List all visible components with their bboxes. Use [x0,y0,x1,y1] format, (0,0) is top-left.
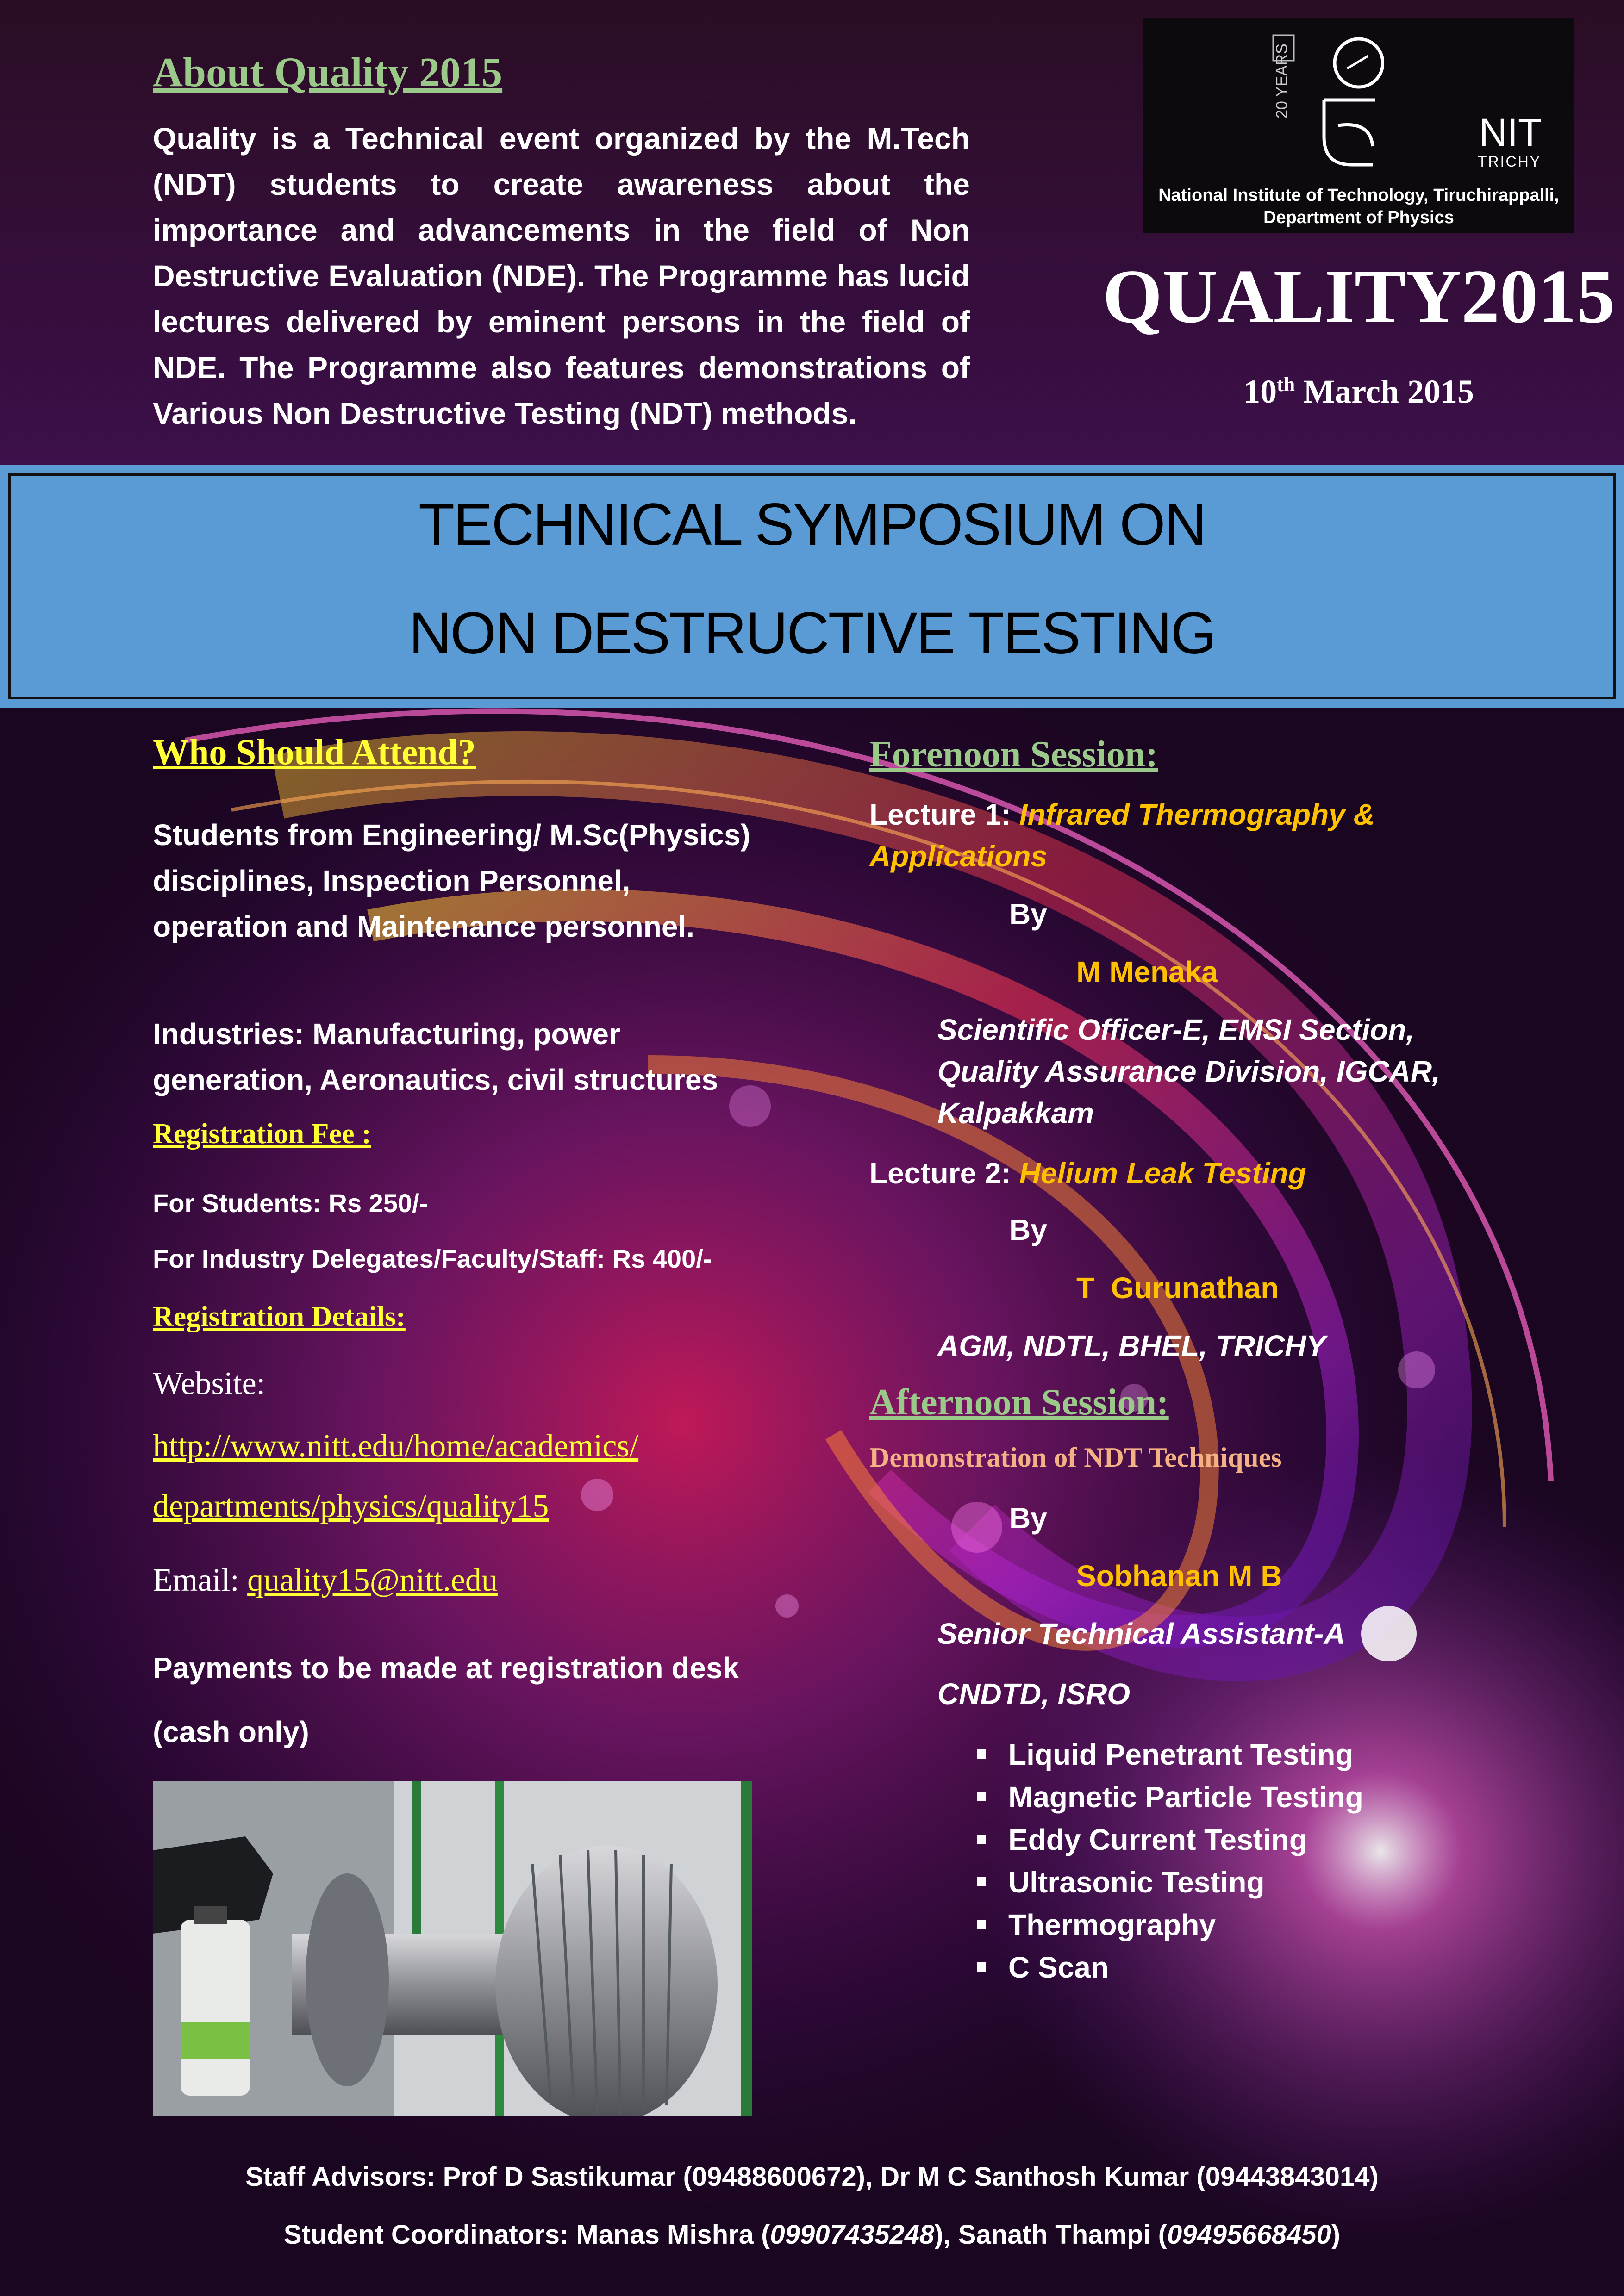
demonstration-by: By [1009,1501,1047,1535]
bullet-icon [977,1920,986,1929]
logo-caption-line2: Department of Physics [1263,208,1454,227]
list-item [977,1733,1363,1776]
fee-students: For Students: Rs 250/- [153,1188,428,1218]
technique-label: Ultrasonic Testing [1008,1866,1265,1899]
who-should-attend-heading: Who Should Attend? [153,732,476,772]
event-date-day: 10 [1243,373,1277,410]
registration-fee-heading: Registration Fee : [153,1118,371,1150]
institute-logo [1143,18,1574,233]
lecture-1-title: Infrared Thermography & Applications [869,798,1375,873]
demonstration-speaker: Sobhanan M B [1076,1559,1282,1593]
bullet-icon [977,1962,986,1972]
afternoon-session-heading: Afternoon Session: [869,1382,1169,1423]
list-item [977,1946,1363,1989]
website-link[interactable]: http://www.nitt.edu/home/academics/ [153,1428,639,1464]
technique-label: Magnetic Particle Testing [1008,1780,1363,1814]
demonstration-title: Demonstration of NDT Techniques [869,1442,1282,1473]
coordinator-1-phone: 09907435248 [770,2220,935,2250]
event-title: QUALITY2015 [1102,254,1615,339]
website-link-continued[interactable]: departments/physics/quality15 [153,1488,549,1524]
website-label: Website: [153,1366,266,1401]
coordinators-separator: ), Sanath Thampi ( [934,2220,1167,2250]
lecture-1-by: By [1009,897,1047,931]
lecture-1-speaker: M Menaka [1076,955,1218,989]
audience-text: Students from Engineering/ M.Sc(Physics) disciplines, Inspection Personnel, operation and Maintenance personnel. [153,818,750,943]
event-date-suffix: th [1277,373,1295,396]
list-item [977,1776,1363,1818]
student-coordinators [0,2219,1624,2250]
lecture-2-label: Lecture 2: [869,1157,1019,1190]
lecture-2-by: By [1009,1213,1047,1246]
list-item [977,1904,1363,1946]
industries-text: Industries: Manufacturing, power generation, Aeronautics, civil structures [153,1017,718,1096]
about-description: Quality is a Technical event organized by the M.Tech (NDT) students to create awareness about the importance and advancements in the field of Non Destructive Evaluation (NDE). The Programme has lucid lectures delivered by eminent persons in the field of NDE. The Programme also features demonstrations of Various Non Destructive Testing (NDT) methods. [153,121,970,430]
coordinators-label: Student Coordinators: Manas Mishra ( [283,2220,770,2250]
lecture-1 [869,794,1448,877]
coordinator-2-phone: 09495668450 [1167,2220,1331,2250]
svg-text:20 YEARS: 20 YEARS [1273,44,1291,118]
logo-city-text: TRICHY [1478,153,1542,170]
nit-50-emblem-icon [1268,31,1384,174]
event-date [1102,373,1616,411]
event-date-rest: March 2015 [1295,373,1474,410]
technique-label: C Scan [1008,1951,1109,1984]
email-link[interactable]: quality15@nitt.edu [247,1562,498,1598]
lecture-2-speaker: T Gurunathan [1076,1271,1279,1305]
demonstration-speaker-org: CNDTD, ISRO [937,1677,1130,1711]
symposium-banner [0,465,1624,708]
bullet-icon [977,1835,986,1844]
banner-title-line2: NON DESTRUCTIVE TESTING [408,600,1216,666]
logo-caption [1143,184,1574,229]
bullet-icon [977,1877,986,1886]
forenoon-session-heading: Forenoon Session: [869,734,1158,775]
payment-note: Payments to be made at registration desk (cash only) [153,1651,739,1748]
bullet-icon [977,1749,986,1759]
lecture-1-affiliation: Scientific Officer-E, EMSI Section, Quality Assurance Division, IGCAR, Kalpakkam [937,1013,1440,1130]
about-heading: About Quality 2015 [153,50,503,95]
technique-label: Thermography [1008,1908,1216,1941]
list-item [977,1818,1363,1861]
lecture-1-label: Lecture 1: [869,798,1019,831]
list-item [977,1861,1363,1904]
lecture-2 [869,1152,1448,1194]
ndt-spray-photo [153,1781,752,2116]
registration-details-heading: Registration Details: [153,1301,406,1332]
technique-list [977,1733,1363,1989]
email-line [153,1562,498,1599]
coordinators-end: ) [1331,2220,1341,2250]
staff-advisors: Staff Advisors: Prof D Sastikumar (09488600672), Dr M C Santhosh Kumar (09443843014) [245,2162,1379,2192]
email-label: Email: [153,1562,248,1598]
logo-caption-line1: National Institute of Technology, Tiruchirappalli, [1158,186,1559,205]
bullet-icon [977,1792,986,1801]
lecture-2-affiliation: AGM, NDTL, BHEL, TRICHY [937,1329,1326,1363]
demonstration-speaker-title: Senior Technical Assistant-A [937,1617,1345,1650]
logo-nit-text: NIT [1479,111,1542,154]
technique-label: Liquid Penetrant Testing [1008,1738,1354,1771]
banner-title-line1: TECHNICAL SYMPOSIUM ON [418,492,1206,558]
technique-label: Eddy Current Testing [1008,1823,1307,1856]
fee-industry: For Industry Delegates/Faculty/Staff: Rs 400/- [153,1244,712,1273]
lecture-2-title: Helium Leak Testing [1019,1157,1306,1190]
